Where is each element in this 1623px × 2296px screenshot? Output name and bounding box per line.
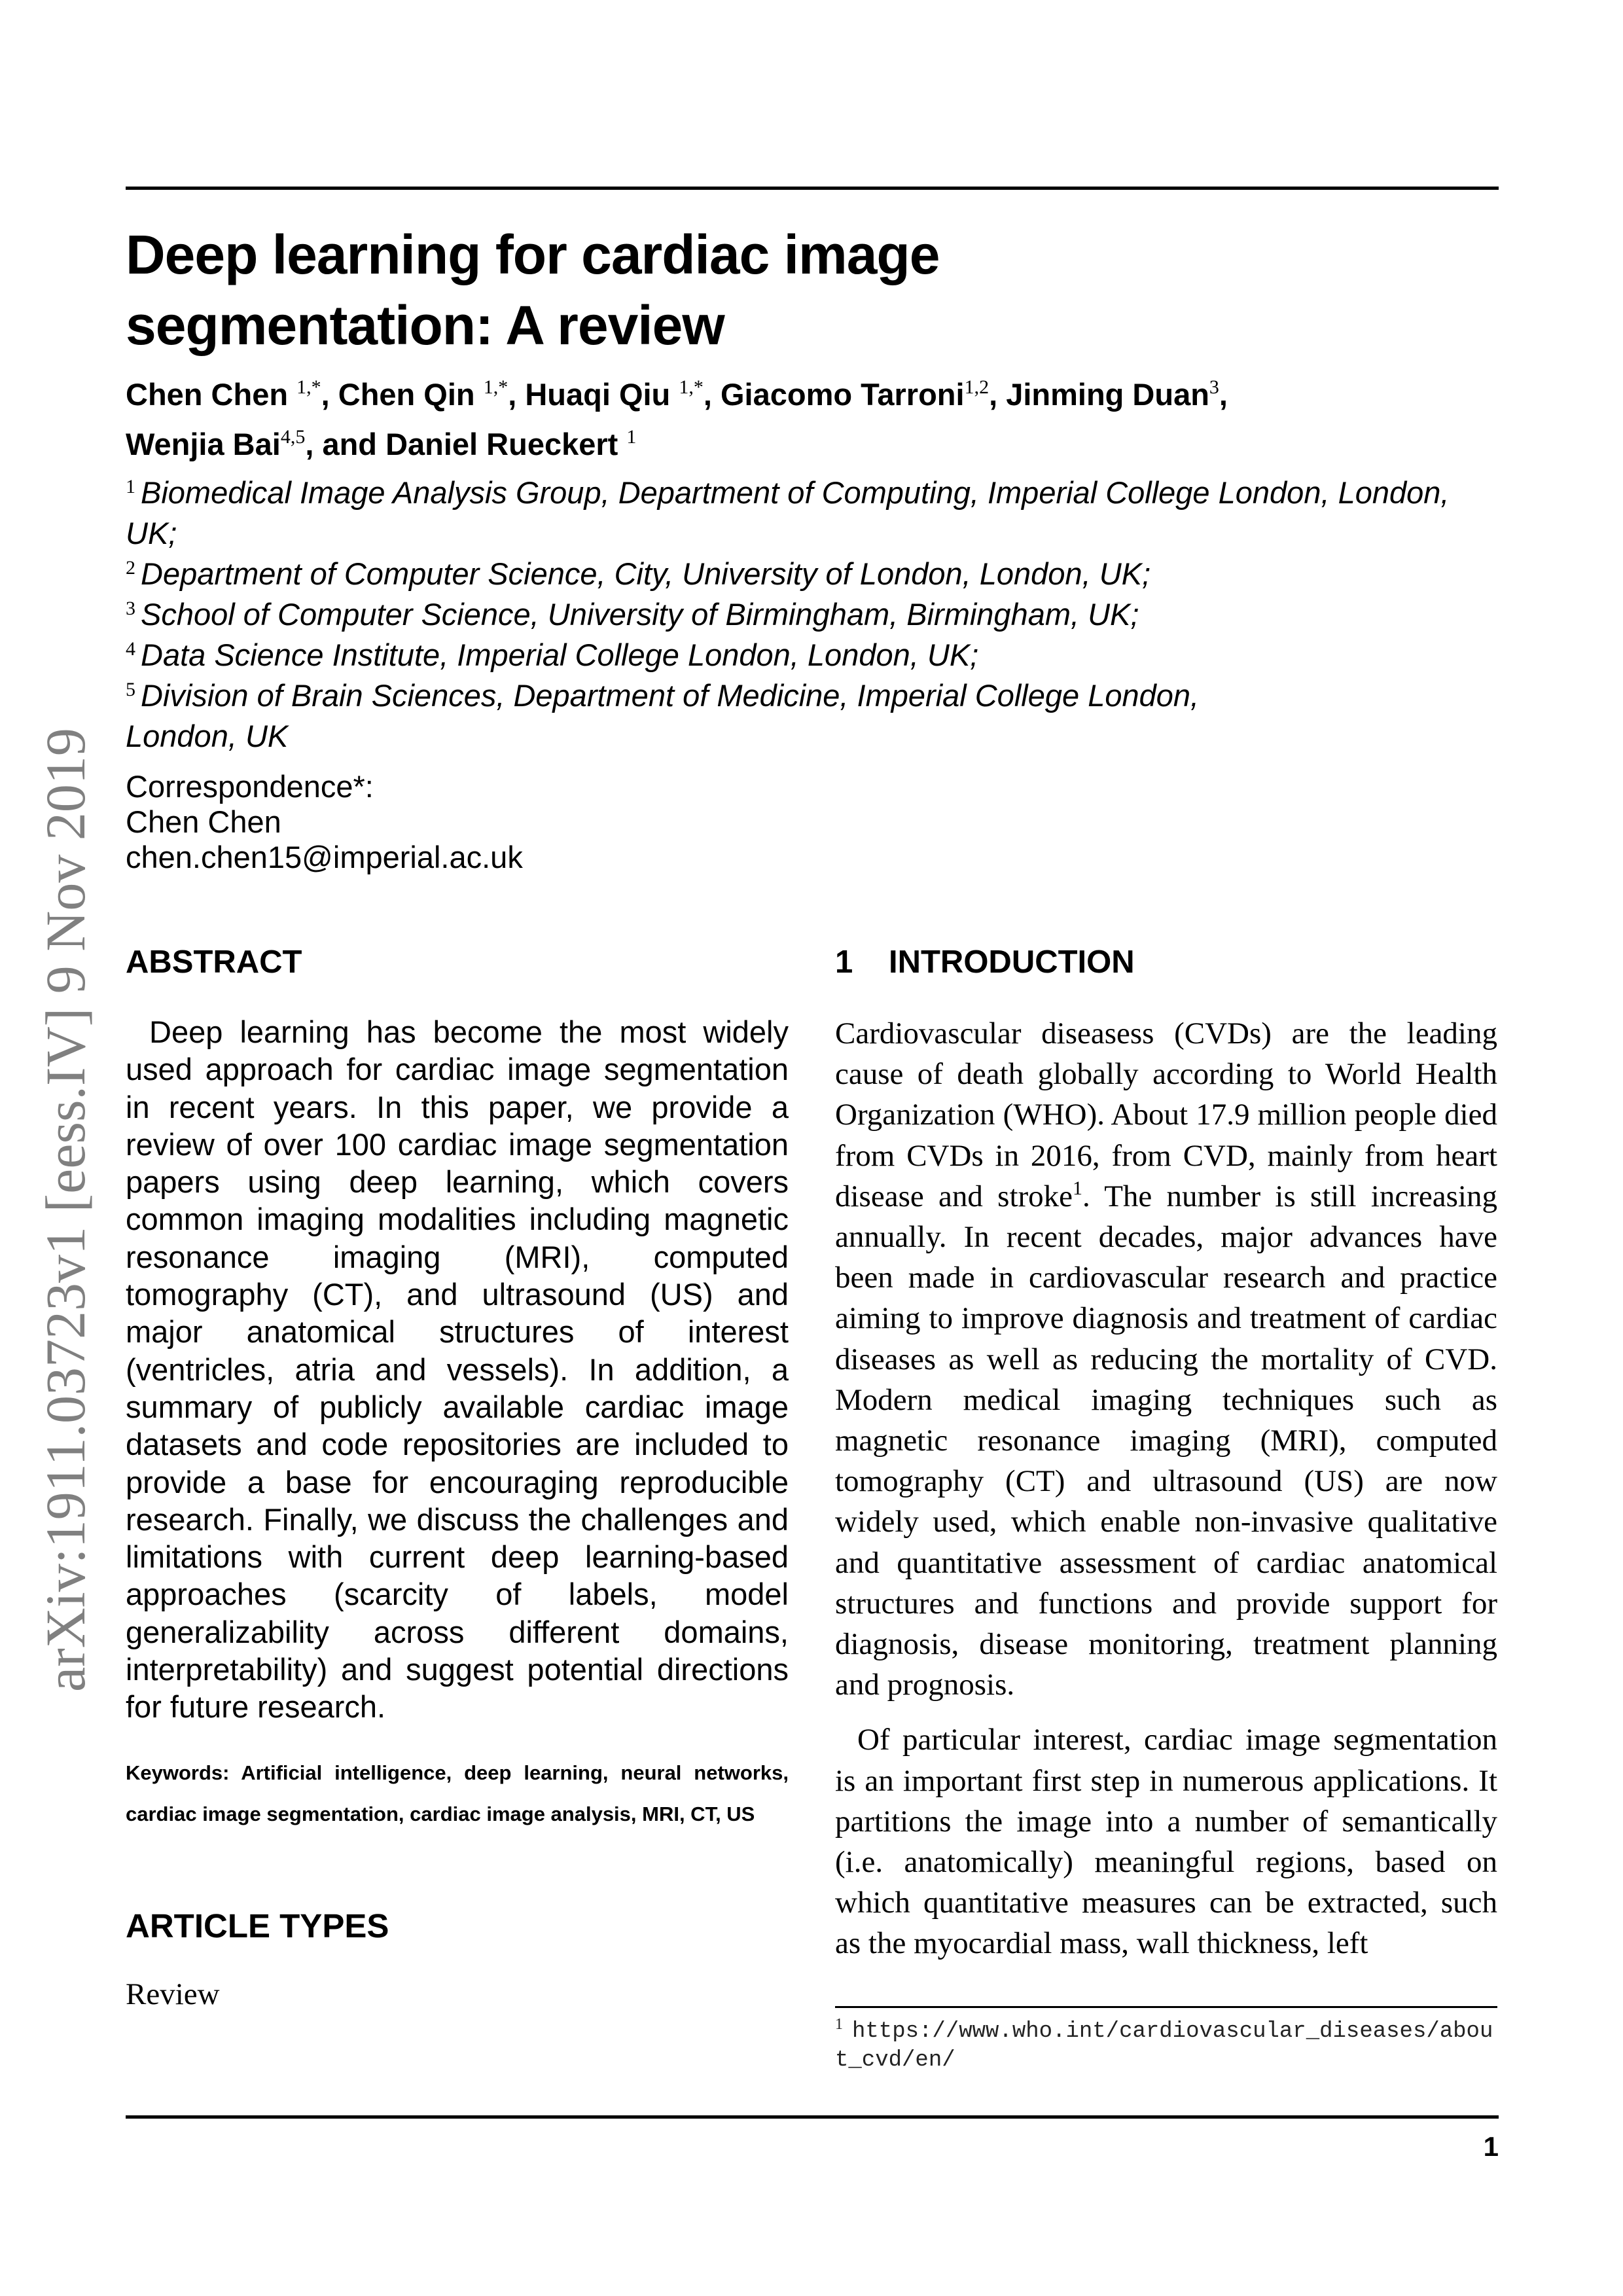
arxiv-identifier-stamp[interactable]: arXiv:1911.03723v1 [eess.IV] 9 Nov 2019: [34, 728, 97, 1692]
correspondence-block: [126, 769, 523, 875]
author-separator: ,: [703, 377, 721, 412]
introduction-paragraph-2: Of particular interest, cardiac image segmentation is an important first step in numerous applications. It partitions the image into a number of semantically (i.e. anatomically) meaningful regions, based on which quantitative measures can be extracted, such as the myocardial mass, wall thickness, left: [835, 1723, 1497, 1961]
author-name: Giacomo Tarroni: [720, 377, 965, 412]
right-column: [835, 942, 1497, 1964]
paragraph-text: Cardiovascular diseasess (CVDs) are the leading cause of death globally according to World Health Organization (WHO). About 17.9 million people died from CVDs in 2016, from CVD, mainly from heart disease and stroke: [835, 1016, 1497, 1213]
author-name: Chen Qin: [338, 377, 475, 412]
author-affiliation-marker: 1,2: [964, 376, 990, 398]
author-name: Wenjia Bai: [126, 427, 281, 461]
author-name: Daniel Rueckert: [385, 427, 618, 461]
correspondence-email[interactable]: chen.chen15@imperial.ac.uk: [126, 840, 523, 874]
introduction-paragraph-1: [835, 1013, 1497, 1705]
author-chen-chen: [126, 377, 338, 412]
author-list: [126, 370, 1500, 469]
author-name: Chen Chen: [126, 377, 289, 412]
author-affiliation-marker: 1: [626, 426, 637, 448]
affiliation-number: 4: [126, 638, 135, 660]
author-jinming-duan: [1006, 377, 1228, 412]
affiliation-number: 3: [126, 598, 135, 619]
author-name: Jinming Duan: [1006, 377, 1209, 412]
affiliation-text: Department of Computer Science, City, University of London, London, UK;: [141, 556, 1151, 591]
header-rule: [126, 187, 1499, 190]
author-daniel-rueckert: [385, 427, 636, 461]
affiliation-text: Division of Brain Sciences, Department of Medicine, Imperial College London, London, UK: [126, 678, 1200, 753]
footnote-marker[interactable]: 1: [1073, 1177, 1083, 1199]
footnote-url-link[interactable]: https://www.who.int/cardiovascular_diseases/about_cvd/en/: [835, 2019, 1493, 2073]
author-affiliation-marker: 1,*: [483, 376, 508, 398]
author-chen-qin: [338, 377, 526, 412]
article-types-heading: ARTICLE TYPES: [126, 1907, 389, 1945]
paper-title-line-2: segmentation: A review: [126, 295, 724, 356]
abstract-body: Deep learning has become the most widely used approach for cardiac image segmentation in recent years. In this paper, we provide a review of over 100 cardiac image segmentation papers using deep learning, which covers common imaging modalities including magnetic resonance imaging (MRI), computed tomography (CT), and ultrasound (US) and major anatomical structures of interest (ventricles, atria and vessels). In addition, a summary of publicly available cardiac image datasets and code repositories are included to provide a base for encouraging reproducible research. Finally, we discuss the challenges and limitations with current deep learning-based approaches (scarcity of labels, model generalizability across different domains, interpretability) and suggest potential directions for future research.: [126, 1014, 789, 1725]
affiliation-item: [126, 635, 1500, 675]
affiliation-item: [126, 473, 1500, 554]
section-title: INTRODUCTION: [889, 944, 1135, 980]
affiliation-number: 1: [126, 476, 135, 497]
abstract-heading: ABSTRACT: [126, 944, 302, 980]
author-wenjia-bai: [126, 427, 385, 461]
affiliation-item: [126, 554, 1500, 594]
introduction-heading: [835, 942, 1497, 982]
affiliation-number: 5: [126, 679, 135, 700]
page-number: 1: [1483, 2131, 1499, 2162]
section-number: 1: [835, 944, 853, 980]
author-separator: ,: [321, 377, 338, 412]
affiliation-text: Data Science Institute, Imperial College London, London, UK;: [141, 637, 979, 672]
author-affiliation-marker: 3: [1209, 376, 1219, 398]
correspondence-label: Correspondence*:: [126, 769, 374, 804]
affiliation-list: [126, 473, 1500, 757]
keywords: Keywords: Artificial intelligence, deep learning, neural networks, cardiac image segmentation, cardiac image analysis, MRI, CT, US: [126, 1761, 789, 1825]
footer-rule: [126, 2115, 1499, 2119]
paper-title-line-1: Deep learning for cardiac image: [126, 224, 940, 285]
left-column: [126, 942, 789, 2013]
author-separator: ,: [1219, 377, 1228, 412]
author-huaqi-qiu: [525, 377, 721, 412]
author-affiliation-marker: 4,5: [280, 426, 306, 448]
affiliation-text: School of Computer Science, University of Birmingham, Birmingham, UK;: [141, 597, 1139, 632]
affiliation-item: [126, 594, 1500, 635]
paragraph-text: . The number is still increasing annually. In recent decades, major advances have been made in cardiovascular research and practice aiming to improve diagnosis and treatment of cardiac diseases as well as reducing the mortality of CVD. Modern medical imaging techniques such as magnetic resonance imaging (MRI), computed tomography (CT) and ultrasound (US) are now widely used, which enable non-invasive qualitative and quantitative assessment of cardiac anatomical structures and functions and provide support for diagnosis, disease monitoring, treatment planning and prognosis.: [835, 1179, 1497, 1702]
article-type-value: Review: [126, 1977, 220, 2011]
footnote-number: 1: [835, 2016, 843, 2033]
author-separator: ,: [508, 377, 526, 412]
footnote-rule: [835, 2006, 1497, 2008]
affiliation-number: 2: [126, 557, 135, 579]
author-separator: ,: [989, 377, 1007, 412]
author-separator: , and: [305, 427, 386, 461]
affiliation-text: Biomedical Image Analysis Group, Department of Computing, Imperial College London, London, UK;: [126, 475, 1450, 550]
author-giacomo-tarroni: [721, 377, 1006, 412]
paper-title: [126, 219, 1238, 361]
correspondence-name: Chen Chen: [126, 804, 281, 839]
author-affiliation-marker: 1,*: [296, 376, 321, 398]
author-affiliation-marker: 1,*: [679, 376, 704, 398]
footnote: [835, 2017, 1497, 2075]
author-name: Huaqi Qiu: [525, 377, 671, 412]
affiliation-item: [126, 675, 1304, 757]
